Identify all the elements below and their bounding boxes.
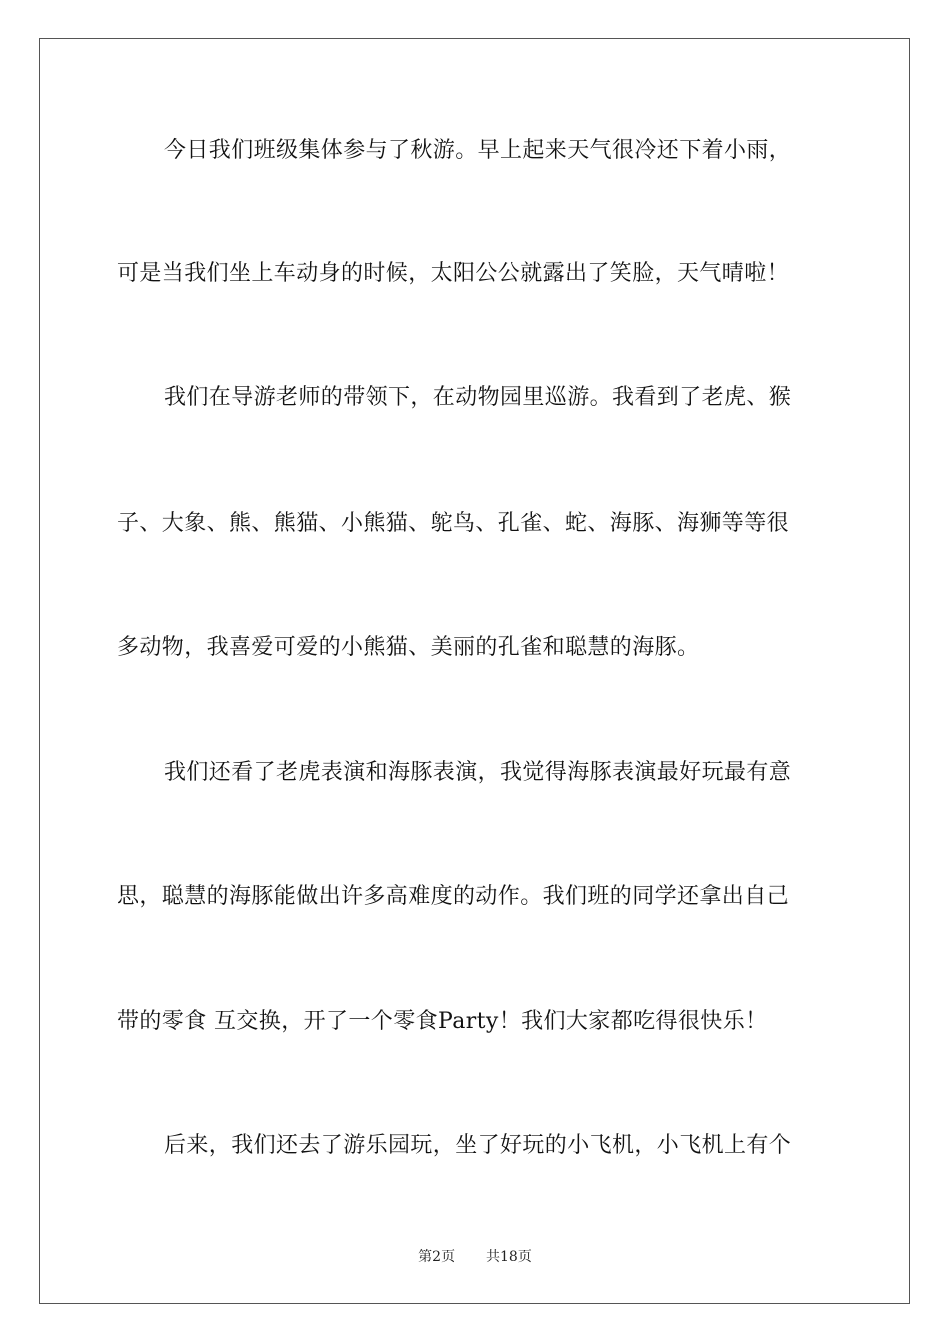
page-footer [0, 1248, 950, 1266]
paragraph-line: 我们在导游老师的带领下，在动物园里巡游。我看到了老虎、猴 [164, 385, 792, 410]
paragraph-line: 带的零食 互交换，开了一个零食Party！我们大家都吃得很快乐！ [117, 1009, 768, 1034]
page-total: 共18页 [486, 1249, 532, 1265]
paragraph-line: 后来，我们还去了游乐园玩，坐了好玩的小飞机，小飞机上有个 [164, 1133, 792, 1158]
page-border [39, 38, 910, 1304]
paragraph-line: 我们还看了老虎表演和海豚表演，我觉得海豚表演最好玩最有意 [164, 760, 792, 785]
paragraph-line: 子、大象、熊、熊猫、小熊猫、鸵鸟、孔雀、蛇、海豚、海狮等等很 [117, 511, 790, 536]
page-number: 第2页 [418, 1249, 456, 1265]
paragraph-line: 多动物，我喜爱可爱的小熊猫、美丽的孔雀和聪慧的海豚。 [117, 635, 700, 660]
paragraph-line: 思，聪慧的海豚能做出许多高难度的动作。我们班的同学还拿出自己 [117, 884, 790, 909]
paragraph-line: 可是当我们坐上车动身的时候，太阳公公就露出了笑脸，天气晴啦！ [117, 261, 790, 286]
paragraph-line: 今日我们班级集体参与了秋游。早上起来天气很冷还下着小雨， [164, 138, 792, 163]
